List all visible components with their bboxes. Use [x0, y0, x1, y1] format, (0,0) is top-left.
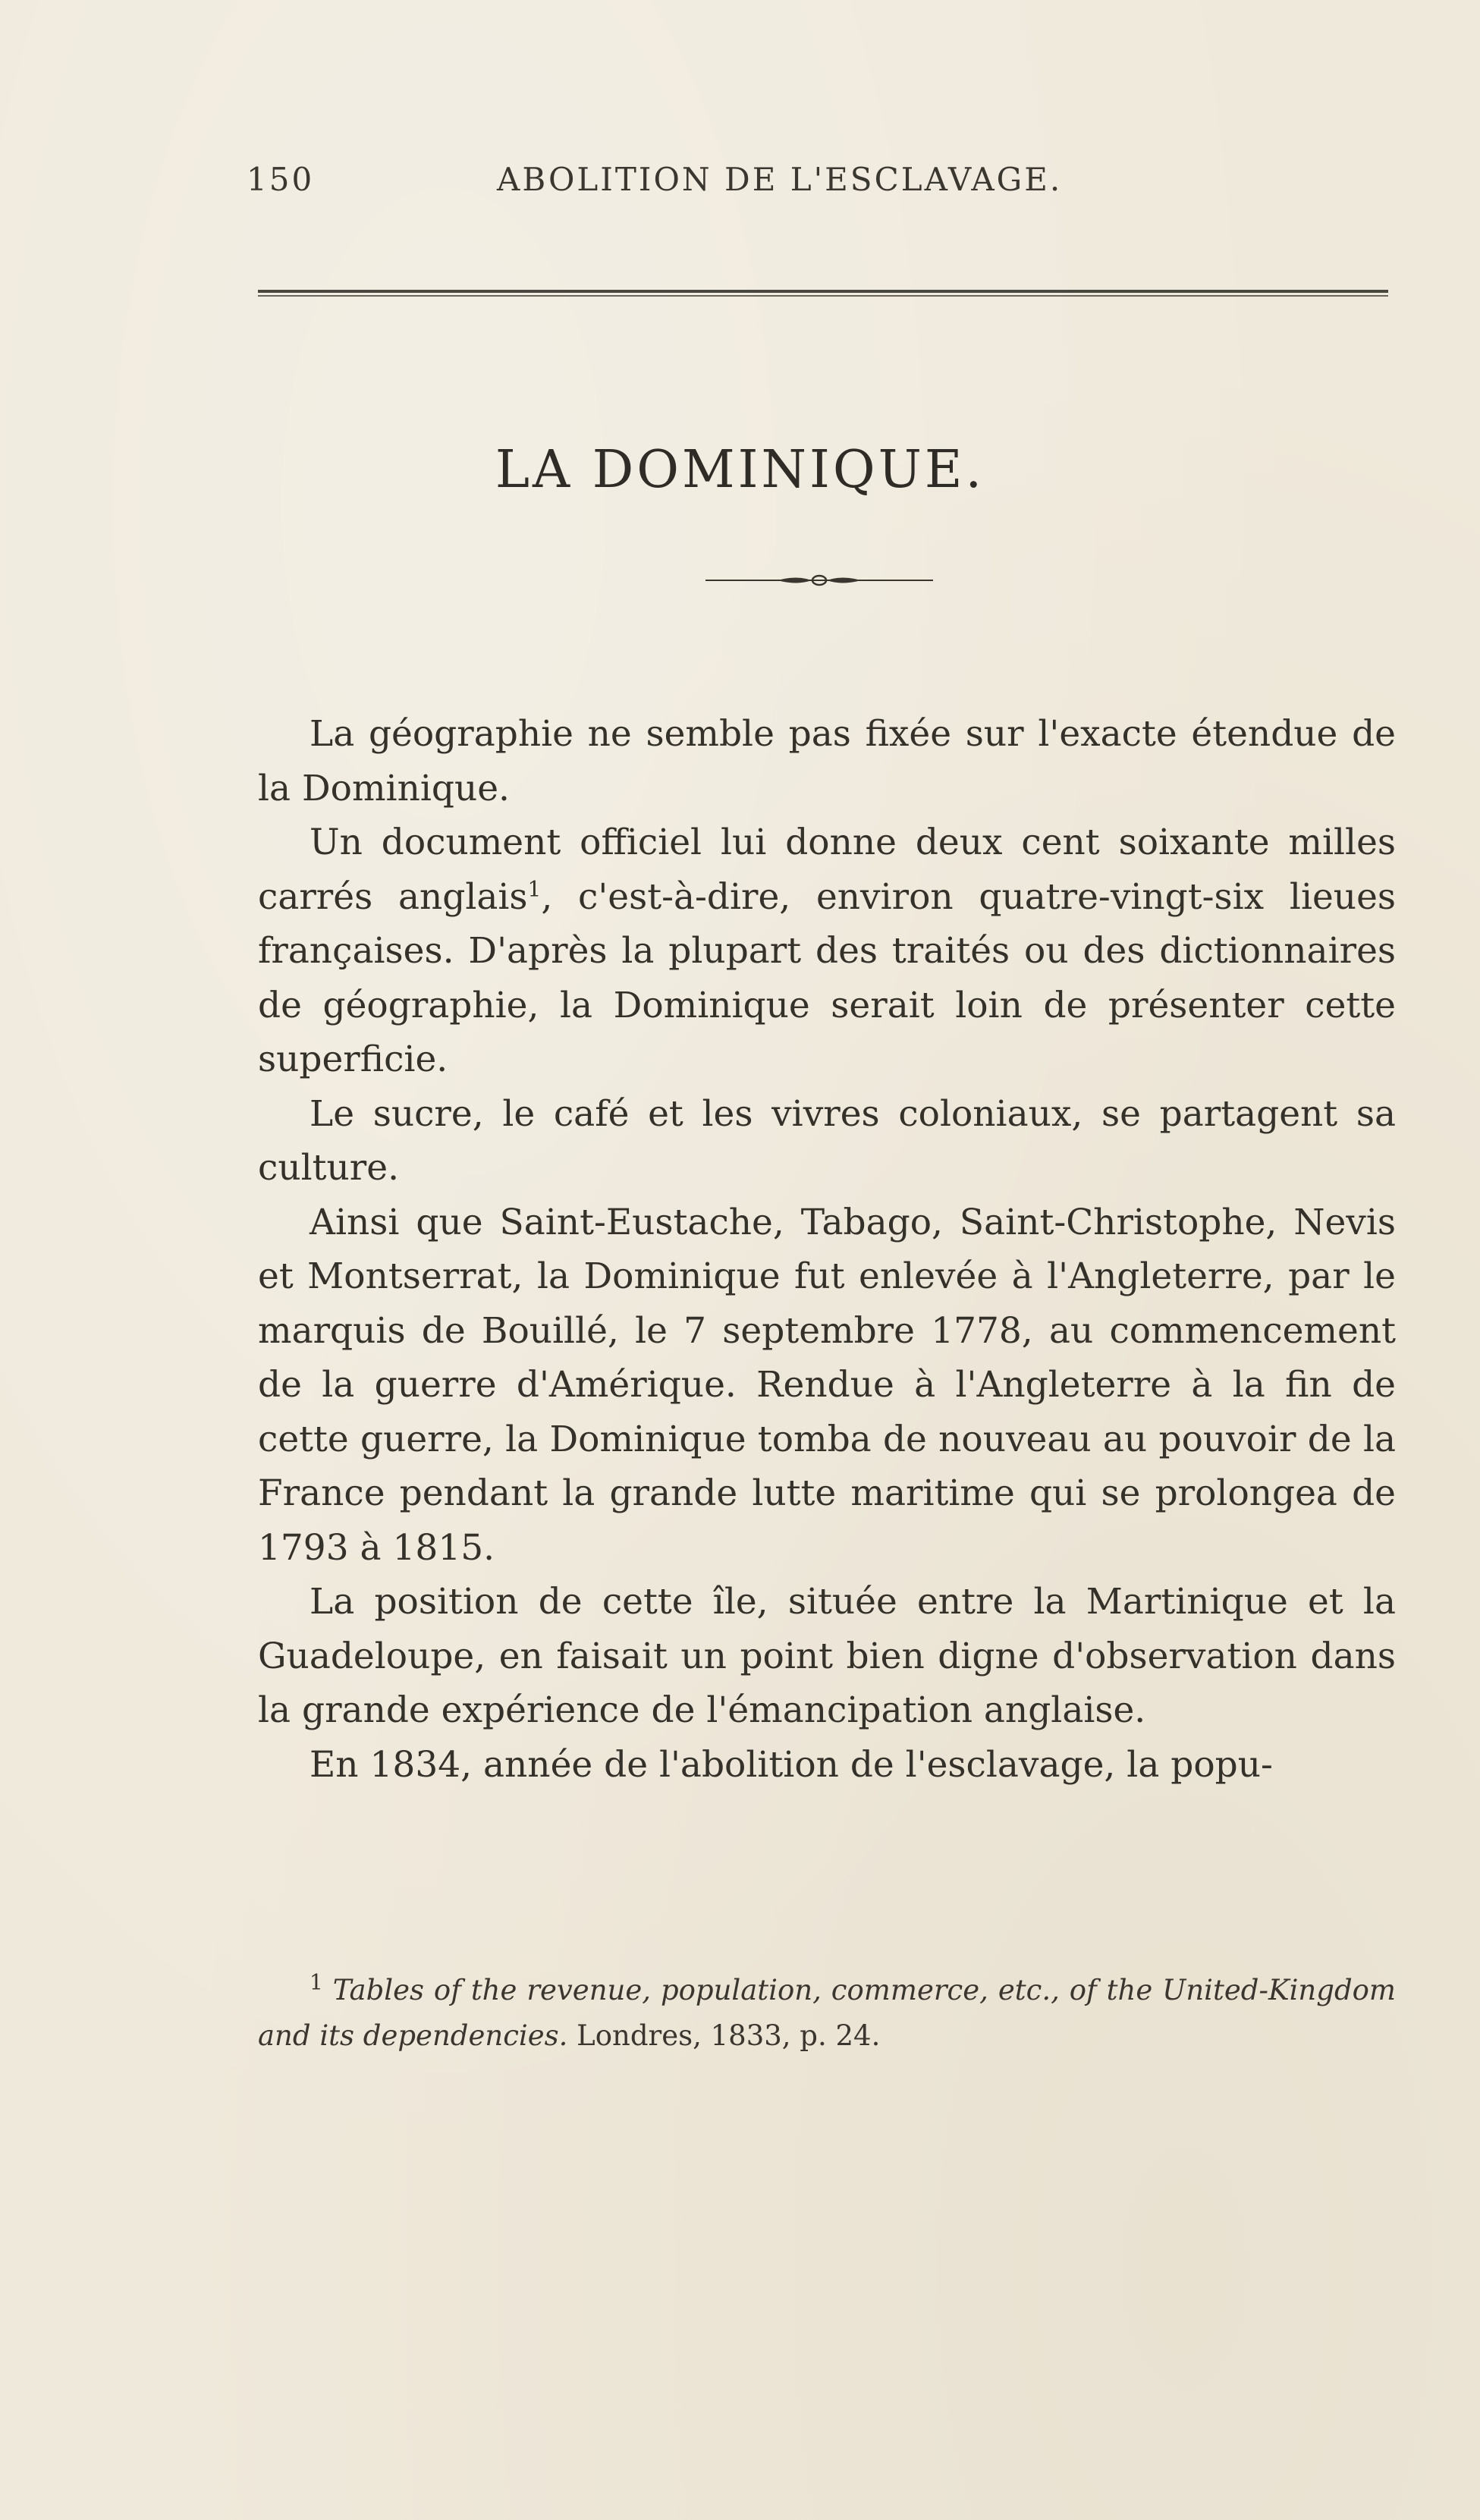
footnote-text	[258, 1968, 1396, 2059]
header-double-rule	[258, 290, 1388, 297]
footnote-citation: Londres, 1833, p. 24.	[577, 2019, 881, 2052]
page-number: 150	[247, 161, 315, 198]
paragraph-2-part-2: , c'est-à-dire, environ quatre-vingt-six lieues françaises. D'après la plupart des traités ou des dictionnaires de géographie, la Dominique serait loin de présenter cette superficie.	[258, 875, 1396, 1080]
body-text	[258, 707, 1396, 1792]
footnote-reference: 1	[527, 875, 542, 901]
paragraph-2	[258, 815, 1396, 1087]
footnote-source-title: Tables of the revenue, population, commerce, etc., of the United-Kingdom and its dependencies.	[258, 1974, 1396, 2052]
chapter-title: LA DOMINIQUE.	[495, 440, 985, 500]
header-rule-thick	[258, 290, 1388, 293]
paragraph-4: Ainsi que Saint-Eustache, Tabago, Saint-Christophe, Nevis et Montserrat, la Dominique fut enlevée à l'Angleterre, par le marquis de Bouillé, le 7 septembre 1778, au commencement de la guerre d'Amérique. Rendue à l'Angleterre à la fin de cette guerre, la Dominique tomba de nouveau au pouvoir de la France pendant la grande lutte maritime qui se prolongea de 1793 à 1815.	[258, 1201, 1396, 1569]
footnote	[258, 1968, 1396, 2059]
paragraph-1: La géographie ne semble pas fixée sur l'exacte étendue de la Dominique.	[258, 713, 1396, 809]
paragraph-6: En 1834, année de l'abolition de l'esclavage, la popu-	[310, 1743, 1273, 1786]
running-head	[247, 161, 1400, 206]
paragraph-3: Le sucre, le café et les vivres coloniaux, se partagent sa culture.	[258, 1092, 1396, 1189]
footnote-marker: 1	[310, 1969, 323, 1995]
running-title: ABOLITION DE L'ESCLAVAGE.	[497, 161, 1063, 198]
paragraph-5: La position de cette île, située entre la Martinique et la Guadeloupe, en faisait un point bien digne d'observation dans la grande expérience de l'émancipation anglaise.	[258, 1581, 1396, 1731]
ornament-divider-icon	[705, 573, 933, 588]
header-rule-thin	[258, 295, 1388, 297]
paragraph-2-part-1: Un document officiel lui donne deux cent soixante milles carrés anglais	[258, 822, 1396, 918]
